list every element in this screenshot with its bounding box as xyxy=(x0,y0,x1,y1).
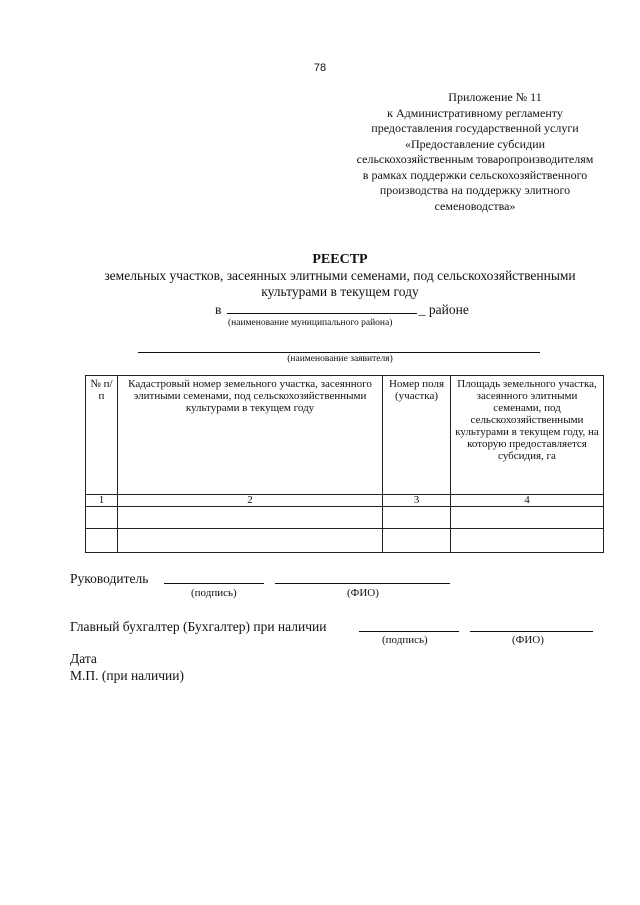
header-cell-number: № п/п xyxy=(86,376,118,495)
head-name-field[interactable] xyxy=(275,583,450,584)
column-number: 4 xyxy=(451,495,604,507)
head-label: Руководитель xyxy=(70,571,149,586)
appendix-line: «Предоставление субсидии xyxy=(404,136,546,151)
head-signature-field[interactable] xyxy=(164,583,264,584)
registry-table xyxy=(85,375,604,553)
column-number: 3 xyxy=(383,495,451,507)
document-subtitle xyxy=(40,268,640,300)
applicant-blank-field[interactable] xyxy=(138,352,540,353)
header-cell-area: Площадь земельного участка, засеянного элитными семенами, под сельскохозяйственными культурами в текущем году, на которую предоставляется субсидия, га xyxy=(451,376,604,495)
appendix-line: предоставления государственной услуги xyxy=(371,121,579,135)
district-prefix: в xyxy=(215,302,222,317)
table-cell[interactable] xyxy=(451,529,604,553)
municipality-caption: (наименование муниципального района) xyxy=(228,318,393,328)
stamp-label: М.П. (при наличии) xyxy=(70,668,184,683)
district-blank-field[interactable] xyxy=(227,301,417,314)
header-cell-field: Номер поля (участка) xyxy=(383,376,451,495)
district-suffix: _ районе xyxy=(418,302,469,317)
appendix-line: сельскохозяйственным товаропроизводителям xyxy=(356,152,594,166)
table-cell[interactable] xyxy=(86,529,118,553)
appendix-line: в рамках поддержки сельскохозяйственного xyxy=(362,167,588,182)
column-number-row xyxy=(86,495,604,507)
head-signature-caption: (подпись) xyxy=(191,587,237,599)
applicant-caption: (наименование заявителя) xyxy=(287,354,393,364)
date-label: Дата xyxy=(70,651,97,666)
table-cell[interactable] xyxy=(118,529,383,553)
table-header-row xyxy=(86,376,604,495)
table-cell[interactable] xyxy=(86,507,118,529)
accountant-name-field[interactable] xyxy=(470,631,593,632)
appendix-header xyxy=(340,90,610,214)
table-cell[interactable] xyxy=(383,529,451,553)
table-row xyxy=(86,529,604,553)
appendix-line: семеноводства» xyxy=(434,198,516,213)
subtitle-line-2: культурами в текущем году xyxy=(261,284,419,299)
column-number: 2 xyxy=(118,495,383,507)
subtitle-line-1: земельных участков, засеянных элитными семенами, под сельскохозяйственными xyxy=(104,268,576,283)
accountant-signature-caption: (подпись) xyxy=(382,634,428,646)
table-row xyxy=(86,507,604,529)
table-cell[interactable] xyxy=(118,507,383,529)
accountant-name-caption: (ФИО) xyxy=(512,634,544,646)
document-title: РЕЕСТР xyxy=(312,252,368,267)
column-number: 1 xyxy=(86,495,118,507)
table-cell[interactable] xyxy=(383,507,451,529)
accountant-signature-field[interactable] xyxy=(359,631,459,632)
appendix-line: Приложение № 11 xyxy=(448,90,542,104)
appendix-line: к Административному регламенту xyxy=(387,105,563,120)
table-cell[interactable] xyxy=(451,507,604,529)
district-line xyxy=(215,301,469,318)
head-name-caption: (ФИО) xyxy=(347,587,379,599)
header-cell-cadastral: Кадастровый номер земельного участка, засеянного элитными семенами, под сельскохозяйственными культурами в текущем году xyxy=(118,376,383,495)
accountant-label: Главный бухгалтер (Бухгалтер) при наличии xyxy=(70,619,327,634)
appendix-line: производства на поддержку элитного xyxy=(379,183,571,197)
page-number: 78 xyxy=(313,62,327,74)
